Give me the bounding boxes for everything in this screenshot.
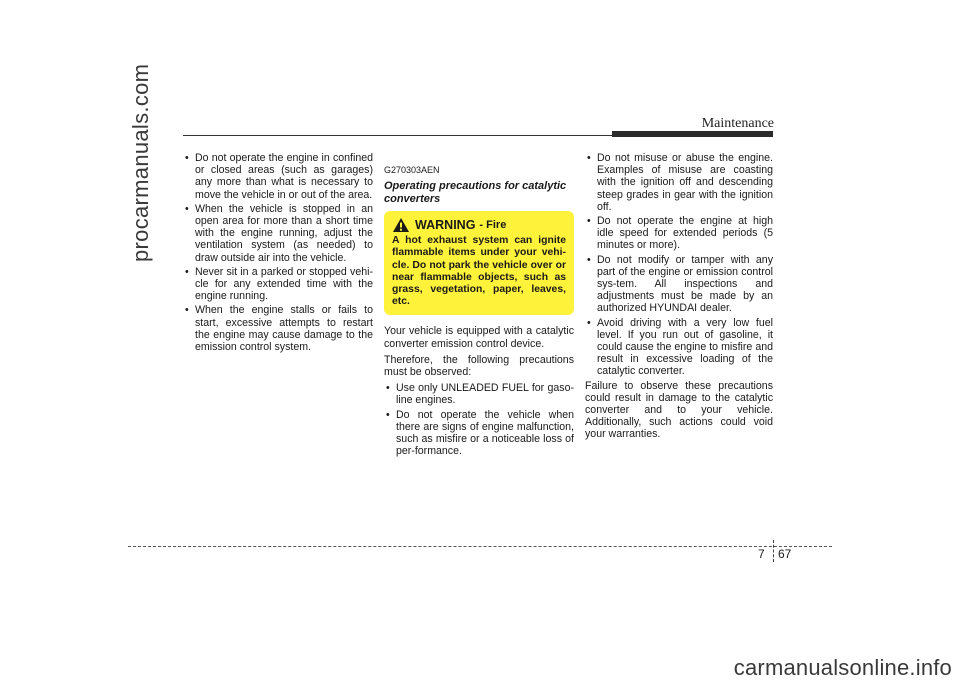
warning-subtitle: - Fire xyxy=(479,219,507,232)
list-item: • When the engine stalls or fails to start, excessive attempts to restart the engine may cause damage to the emission control system. xyxy=(183,304,373,353)
paragraph: Failure to observe these precautions could result in damage to the catalytic converter and to your vehicle. Additionally, such actions could void your warranties. xyxy=(585,379,773,441)
side-watermark-text: procarmanuals.com xyxy=(128,63,153,262)
list-item: • Do not operate the vehicle when there are signs of engine malfunction, such as misfire or a noticeable loss of per-formance. xyxy=(384,409,574,458)
engine-precautions-list xyxy=(183,152,373,353)
warning-box xyxy=(384,211,574,315)
warning-body: A hot exhaust system can ignite flammable items under your vehi-cle. Do not park the vehicle over or near flammable objects, such as grass, vegetation, paper, leaves, etc. xyxy=(392,235,566,308)
header-accent-bar xyxy=(612,131,773,137)
section-heading: Operating precautions for catalytic converters xyxy=(384,180,567,205)
column-left xyxy=(183,152,373,355)
list-item: • Avoid driving with a very low fuel level. If you run out of gasoline, it could cause the engine to misfire and result in excessive loading of the catalytic converter. xyxy=(585,317,773,378)
list-item: • Do not operate the engine in confined or closed areas (such as garages) any more than what is necessary to move the vehicle in or out of the area. xyxy=(183,152,373,201)
page-number: 67 xyxy=(778,547,792,561)
paragraph: Therefore, the following precautions must be observed: xyxy=(384,353,574,379)
engine-misuse-list xyxy=(585,152,773,378)
paragraph: Your vehicle is equipped with a catalytic converter emission control device. xyxy=(384,325,574,350)
warning-header xyxy=(392,217,566,233)
chapter-number: 7 xyxy=(758,547,765,561)
list-item: • Do not modify or tamper with any part of the engine or emission control sys-tem. All inspections and adjustments must be made by an authorized HYUNDAI dealer. xyxy=(585,254,773,315)
warning-triangle-icon xyxy=(392,217,410,233)
section-code: G270303AEN xyxy=(384,165,440,175)
list-item: • Do not operate the engine at high idle speed for extended periods (5 minutes or more). xyxy=(585,215,773,252)
footer-rule xyxy=(128,546,832,547)
column-middle xyxy=(384,152,574,459)
bottom-watermark: carmanualsonline.info xyxy=(733,655,952,680)
list-item: • Use only UNLEADED FUEL for gaso-line engines. xyxy=(384,382,574,406)
section-title: Maintenance xyxy=(701,116,774,131)
warning-title: WARNING xyxy=(415,218,476,233)
list-item: • When the vehicle is stopped in an open area for more than a short time with the engine running, adjust the ventilation system (as needed) to draw outside air into the vehicle. xyxy=(183,203,373,264)
list-item: • Do not misuse or abuse the engine. Examples of misuse are coasting with the ignition off and descending steep grades in gear with the ignition off. xyxy=(585,152,773,213)
side-watermark xyxy=(128,63,168,302)
list-item: • Never sit in a parked or stopped vehi-cle for any extended time with the engine running. xyxy=(183,266,373,303)
catalytic-precautions-list xyxy=(384,382,574,457)
column-right xyxy=(585,152,773,445)
footer-separator xyxy=(773,540,774,562)
